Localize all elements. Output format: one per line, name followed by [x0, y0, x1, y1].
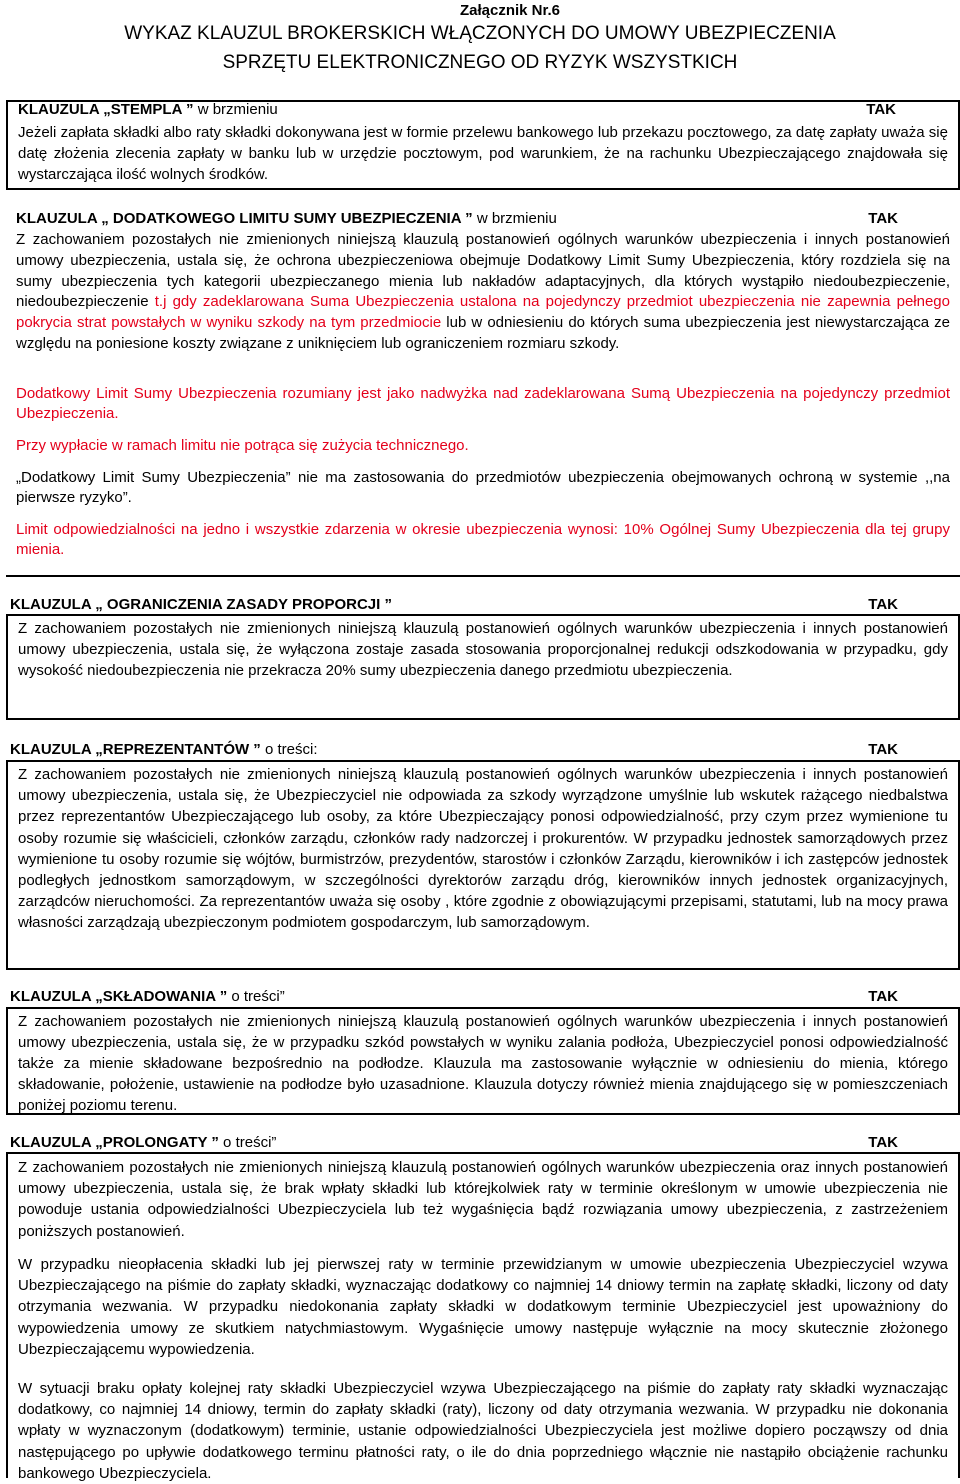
clause-reprezentantow-heading: [10, 740, 950, 760]
clause-prolongaty-tak: TAK: [868, 1134, 898, 1151]
clause-dodatkowy-paragraph-4: „Dodatkowy Limit Sumy Ubezpieczenia” nie ma zastosowania do przedmiotów ubezpieczenia obejmowanych ochroną w systemie ,,na pierwsze ryzyko”.: [16, 469, 950, 506]
document-title-line-1: WYKAZ KLAUZUL BROKERSKICH WŁĄCZONYCH DO UMOWY UBEZPIECZENIA: [124, 23, 836, 44]
clause-reprezentantow-tak: TAK: [868, 741, 898, 758]
clause-dodatkowy-limit: [6, 206, 960, 570]
clause-prolongaty: [6, 1152, 960, 1482]
clause-stempla-tak: TAK: [866, 101, 896, 118]
clause-stempla-text: Jeżeli zapłata składki albo raty składki dokonywana jest w formie przelewu bankowego lub przekazu pocztowego, za datę zapłaty uważa się datę złożenia zlecenia zapłaty w banku lub w urzędzie pocztowym, pod warunkiem, że na rachunku Ubezpieczającego znajdowała się wystarczająca ilość wolnych środków.: [18, 124, 948, 183]
attachment-label: Załącznik Nr.6: [459, 2, 561, 19]
section-divider: [6, 575, 960, 577]
clause-proporcji: [6, 614, 960, 720]
clause-prolongaty-paragraph-3: W sytuacji braku opłaty kolejnej raty składki Ubezpieczyciel wzywa Ubezpieczającego na piśmie do zapłaty raty składki wyznaczając dodatkowy, co najmniej 14 dniowy, termin do zapłaty składki (raty), liczony od daty otrzymania wezwania. W przypadku nie dokonania wpłaty w wyznaczonym (dodatkowym) terminie, ustanie odpowiedzialności Ubezpieczyciela jest możliwe dopiero począwszy od dnia następującego po upływie dodatkowego terminu płatności raty, o ile do dnia poprzedniego włącznie nie nastąpiło obciążenie rachunku bankowego Ubezpieczyciela.: [18, 1380, 948, 1482]
clause-dodatkowy-title: KLAUZULA „ DODATKOWEGO LIMITU SUMY UBEZPIECZENIA ”: [16, 210, 473, 227]
clause-skladowania-text: Z zachowaniem pozostałych nie zmienionych niniejszą klauzulą postanowień ogólnych warunków ubezpieczenia i innych postanowień umowy ubezpieczenia, ustala się, że w przypadku szkód powstałych w wyniku zalania podłoża, Ubezpieczyciel ponosi odpowiedzialność także za mienie składowane bezpośrednio na podłodze. Klauzula ma zastosowanie wyłącznie w odniesieniu do mienia, którego składowanie, położenie, ustawienie na podłodze było uzasadnione. Klauzula dotyczy również mienia znajdującego się w pomieszczeniach poniżej poziomu terenu.: [18, 1013, 948, 1114]
clause-dodatkowy-paragraph-2: Dodatkowy Limit Sumy Ubezpieczenia rozumiany jest jako nadwyżka nad zadeklarowana Sumą Ubezpieczenia na pojedynczy przedmiot Ubezpieczenia.: [16, 385, 950, 422]
clause-reprezentantow-title: KLAUZULA „REPREZENTANTÓW ”: [10, 741, 261, 758]
clause-prolongaty-paragraph-2: W przypadku nieopłacenia składki lub jej pierwszej raty w terminie przewidzianym w umowie ubezpieczenia Ubezpieczyciel wzywa Ubezpieczającego na piśmie do zapłaty składki, wyznaczając dodatkowy co najmniej 14 dniowy termin na zapłatę składki, liczony od daty otrzymania wezwania. W przypadku niedokonania zapłaty składki w dodatkowym terminie Ubezpieczyciel jest upoważniony do wypowiedzenia umowy ze skutkiem natychmiastowym. Wygaśnięcie umowy następuje wyłącznie na mocy skutecznie złożonego Ubezpieczającemu wypowiedzenia.: [18, 1256, 948, 1358]
clause-stempla-suffix: w brzmieniu: [193, 101, 278, 118]
document-title-line-2: SPRZĘTU ELEKTRONICZNEGO OD RYZYK WSZYSTKICH: [222, 52, 738, 73]
clause-prolongaty-paragraph-1: Z zachowaniem pozostałych nie zmienionych niniejszą klauzulą postanowień ogólnych warunków ubezpieczenia oraz innych postanowień umowy ubezpieczenia, ustala się, że brak wpłaty składki lub którejkolwiek raty w terminie określonym w umowie ubezpieczenia nie powoduje ustania odpowiedzialności Ubezpieczyciela lub też wygaśnięcia bądź rozwiązania umowy ubezpieczenia, z zastrzeżeniem poniższych postanowień.: [18, 1159, 948, 1240]
clause-prolongaty-suffix: o treści”: [218, 1134, 277, 1151]
clause-reprezentantow-text: Z zachowaniem pozostałych nie zmienionych niniejszą klauzulą postanowień ogólnych warunków ubezpieczenia i innych postanowień umowy ubezpieczenia, ustala się, że Ubezpieczyciel nie odpowiada za szkody wyrządzone umyślnie lub wskutek rażącego niedbalstwa przez reprezentantów Ubezpieczającego lub osoby, za które Ubezpieczający ponosi odpowiedzialność, przy czym przez wymienione tu osoby rozumie się właścicieli, członków zarządu, członków rady nadzorczej i prokurentów. W przypadku jednostek samorządowych przez wymienione tu osoby rozumie się wójtów, burmistrzów, prezydentów, starostów i członków Zarządu, kierowników i ich zastępców jednostek podległych jednostkom samorządowym, w szczególności dyrektorów zarządu dróg, kierowników innych jednostek organizacyjnych, zarządców nieruchomości. Za reprezentantów uważa się osoby , które zgodnie z obowiązującymi przepisami, statutami, lub na mocy prawa własności zarządzają ubezpieczonym podmiotem gospodarczym, lub samorządowym.: [18, 766, 948, 932]
clause-skladowania-tak: TAK: [868, 988, 898, 1005]
clause-proporcji-text: Z zachowaniem pozostałych nie zmienionych niniejszą klauzulą postanowień ogólnych warunków ubezpieczenia i innych postanowień umowy ubezpieczenia, ustala się, że wyłączona zostaje zasada stosowania proporcjonalnej redukcji odszkodowania w przypadku, gdy wysokość niedoubezpieczenia nie przekracza 20% sumy ubezpieczenia danego przedmiotu ubezpieczenia.: [18, 620, 948, 679]
clause-dodatkowy-heading: [16, 209, 950, 229]
clause-skladowania: [6, 1007, 960, 1115]
clause-stempla: [6, 100, 960, 190]
clause-skladowania-suffix: o treści”: [227, 988, 285, 1005]
clause-prolongaty-heading: [10, 1133, 950, 1153]
clause-proporcji-heading: [10, 595, 950, 615]
clause-reprezentantow: [6, 760, 960, 970]
clause-dodatkowy-paragraph-1: [16, 230, 950, 355]
clause-dodatkowy-paragraph-5: Limit odpowiedzialności na jedno i wszystkie zdarzenia w okresie ubezpieczenia wynosi: 10% Ogólnej Sumy Ubezpieczenia dla tej grupy mienia.: [16, 521, 950, 558]
clause-dodatkowy-tak: TAK: [868, 210, 898, 227]
clause-prolongaty-title: KLAUZULA „PROLONGATY ”: [10, 1134, 219, 1151]
clause-skladowania-heading: [10, 987, 950, 1007]
clause-dodatkowy-paragraph-3: Przy wypłacie w ramach limitu nie potrąca się zużycia technicznego.: [16, 437, 469, 454]
clause-stempla-title: KLAUZULA „STEMPLA ”: [18, 101, 194, 118]
clause-proporcji-tak: TAK: [868, 596, 898, 613]
clause-dodatkowy-p1-highlight: t.j gdy zadeklarowana Suma Ubezpieczenia ustalona na pojedynczy przedmiot ubezpieczenia nie zapewnia pełnego pokrycia strat powstałych w wyniku szkody na tym przedmiocie: [16, 293, 950, 332]
clause-dodatkowy-p1-tail: lub w odniesieniu do których suma ubezpieczenia jest niewystarczająca ze względu na poniesione koszty związane z uniknięciem lub ograniczeniem rozmiaru szkody.: [16, 314, 950, 352]
clause-dodatkowy-suffix: w brzmieniu: [472, 210, 557, 227]
clause-reprezentantow-suffix: o treści:: [260, 741, 318, 758]
clause-skladowania-title: KLAUZULA „SKŁADOWANIA ”: [10, 988, 228, 1005]
clause-stempla-heading: [18, 100, 948, 120]
clause-dodatkowy-p1-main: Z zachowaniem pozostałych nie zmienionych niniejszą klauzulą postanowień ogólnych warunków ubezpieczenia i innych postanowień umowy ubezpieczenia, ustala się, że ochrona ubezpieczeniowa obejmuje Dodatkowy Limit Sumy Ubezpieczenia, który rozdziela się na sumy ubezpieczenia tych kategorii ubezpieczanego mienia lub nakładów adaptacyjnych, dla których wystąpiło niedoubezpieczenie, niedoubezpieczenie: [16, 231, 950, 311]
clause-proporcji-title: KLAUZULA „ OGRANICZENIA ZASADY PROPORCJI ”: [10, 596, 392, 613]
